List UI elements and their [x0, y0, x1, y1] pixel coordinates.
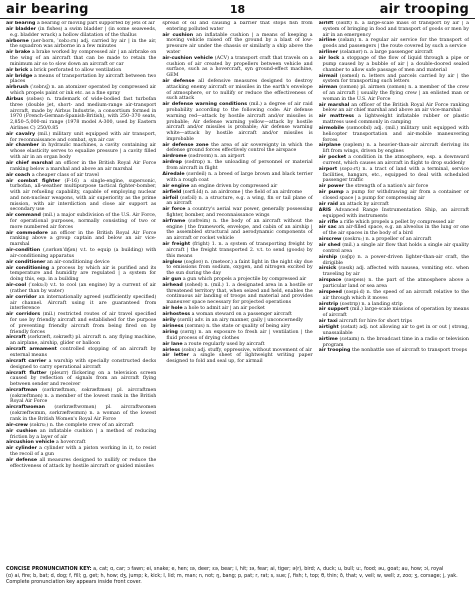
entry-headword: air conditioning	[6, 265, 50, 271]
entry-headword: airplane	[318, 143, 341, 149]
entry-headword: airlift	[318, 21, 334, 26]
entry-definition: (mil.) a major subdivision of the U.S. Air Force, for operational purposes, normally consisting of two or more numbered air forces	[10, 213, 157, 230]
entry-headword: aircraft flutter	[6, 370, 47, 376]
dictionary-entry	[319, 85, 469, 102]
entry-definition: a brick perforated to allow ventilation	[29, 67, 122, 73]
entry-definition: a condition in the atmosphere, esp. a downward current, which causes an aircraft in flight to drop suddenly	[322, 155, 469, 166]
dictionary-entry	[6, 132, 156, 144]
dictionary-entry	[319, 348, 469, 354]
entry-headword: air chief marshal	[6, 160, 53, 166]
dictionary-entry	[162, 330, 312, 342]
entry-headword: air hole	[162, 306, 183, 312]
entry-headword: Airbus	[6, 97, 24, 103]
dictionary-entry	[162, 190, 312, 196]
entry-definition: a route regularly used by aircraft	[184, 341, 265, 347]
entry-definition: a single sheet of lightweight writing paper designed to fold and seal up, for airmail	[166, 353, 313, 365]
entry-headword: airhostess	[162, 312, 191, 318]
dictionary-entry	[162, 283, 312, 306]
entry-definition: (ɛəlɪs) adj. stuffy, oppressive, without movement of air	[181, 347, 312, 353]
dictionary-entry	[319, 126, 469, 143]
dictionary-entry	[162, 143, 312, 155]
entry-headword: airfoil	[162, 195, 179, 201]
dictionary-entry	[162, 324, 312, 330]
entry-definition: a gun which propels a projectile by compressed air	[182, 277, 307, 282]
entry-definition: (ˌɛərkənˈdɪʃən) v.t. to equip (a building) with air-conditioning apparatus	[10, 248, 157, 259]
entry-definition: (ɛəbəs) n. trademark of wide-bodied fast turbofan three (double jet, short- and medium-range air-transport aircraft, made by Airbus Industrie, a consortium formed in 1970 (French-German-Spanish-British), with 250–370 seats, 2,850–5,000-mi range (1978 model A-300, used by Eastern Airlines C) 250/0.85	[10, 97, 157, 131]
dictionary-entry	[6, 231, 156, 248]
entry-definition: a stoppage of the flow of liquid through a pipe or pump caused by a bubble of air | a double-doored sealed chamber to allow safe passage of men and material	[322, 56, 469, 73]
entry-definition: a hovercraft	[56, 440, 86, 446]
dictionary-entry	[319, 319, 469, 325]
entry-headword: airtime	[318, 336, 338, 342]
entry-headword: air taxi	[318, 319, 338, 325]
dictionary-entry	[319, 225, 469, 237]
dictionary-entry	[6, 50, 156, 67]
dictionary-entry	[319, 50, 469, 56]
entry-definition: spread of oil and causing a barrier that stops fish from entering polluted water	[162, 21, 313, 32]
entry-headword: airdrome	[162, 154, 187, 160]
dictionary-entry	[162, 312, 312, 318]
entry-definition: (ɛəhed) n. (mil.) 1. a designated area in a hostile or threatened territory that, when seized and held, enables the continuous air landing of troops and material and provides maneuver space necessary for projected operations	[166, 282, 313, 306]
entry-headword: air-condition	[6, 248, 41, 254]
entry-headword: air corridors	[6, 312, 41, 318]
right-guide-word: air trooping	[379, 2, 469, 17]
entry-columns	[6, 21, 469, 562]
entry-definition: an engine driven by compressed air	[190, 183, 278, 189]
entry-headword: air bridge	[6, 73, 33, 79]
dictionary-entry	[6, 173, 156, 179]
dictionary-entry	[319, 266, 469, 278]
entry-headword: airmail	[318, 73, 338, 79]
entry-definition: (F-16) a single-engine, supersonic, turbofan, all-weather multipurpose tactical fighter-bomber, with air refueling capability, capable of employing nuclear and non-nuclear weapons, with air superiority as the prime mission, with air interdiction and close air support as secondary use	[10, 178, 157, 213]
entry-headword: air cushion	[162, 32, 194, 38]
dictionary-entry	[6, 371, 156, 388]
entry-headword: airliner	[318, 50, 339, 56]
dictionary-entry	[162, 353, 312, 365]
dictionary-entry	[162, 160, 312, 172]
entry-headword: airscrew	[318, 237, 342, 243]
dictionary-entry	[6, 179, 156, 214]
dictionary-entry	[162, 260, 312, 277]
entry-headword: air coach	[6, 172, 31, 178]
entry-headword: aircraft armament	[6, 347, 57, 353]
entry-definition: controlled stopping of an aircraft by external means	[10, 347, 157, 358]
entry-headword: air defense	[162, 79, 195, 85]
entry-headword: airspace	[318, 278, 342, 284]
dictionary-entry	[319, 103, 469, 115]
entry-headword: air trooping	[318, 348, 351, 354]
entry-headword: air brick	[6, 67, 29, 73]
entry-definition: a means of transportation by aircraft between two places	[10, 73, 157, 85]
dictionary-entry	[319, 255, 469, 267]
entry-headword: airman	[318, 85, 338, 91]
entry-definition: a bearing or moving part supported by jets of air	[36, 21, 155, 26]
entry-definition: (ɛəfreim) n. the body of an aircraft without the engine | the framework, envelope, and cabin of an airship | the assembled structural and aerodynamic components of an aircraft or rocket vehicle	[166, 218, 313, 242]
entry-definition: (ɛəʃɪp) n. a power-driven lighter-than-air craft, the dirigible	[322, 254, 469, 266]
dictionary-entry	[6, 161, 156, 173]
entry-headword: air defense warning conditions	[162, 102, 248, 108]
dictionary-entry	[319, 167, 469, 184]
dictionary-entry	[6, 359, 156, 371]
entry-headword: air command	[6, 213, 41, 219]
entry-definition: (fright) 1. n. a system of transporting freight by aircraft | the freight transported 2. v.t. to send (goods) by this means	[166, 242, 313, 259]
dictionary-entry	[6, 266, 156, 283]
dictionary-entry	[319, 278, 469, 290]
entry-headword: aircushion vehicle	[6, 440, 55, 446]
dictionary-entry	[6, 39, 156, 51]
entry-headword: airglow	[162, 259, 183, 265]
dictionary-entry	[162, 196, 312, 208]
entry-headword: airiness	[162, 323, 184, 329]
entry-definition: a woman steward on a passenger aircraft	[191, 312, 292, 318]
dictionary-entry	[319, 290, 469, 302]
entry-headword: air cushion	[6, 428, 37, 434]
entry-headword: air brake	[6, 50, 31, 56]
entry-definition: (ɛəlaɪnər) n. a large passenger aircraft	[339, 50, 433, 56]
entry-headword: air bladder	[6, 26, 37, 32]
entry-definition: (ɛərɪŋ) n. an exposure to fresh air | ventilation | the fluid process of drying clothes	[166, 329, 313, 341]
entry-definition: a hole to admit air | an air pocket	[184, 306, 265, 312]
entry-headword: air cavalry	[6, 131, 36, 137]
entry-headword: airline	[318, 38, 336, 44]
entry-headword: air letter	[162, 353, 189, 359]
entry-definition: a warship with specially constructed decks designed to carry operational aircraft	[10, 358, 157, 370]
entry-definition: a lightweight inflatable rubber or plastic mattress used commonly in camping	[322, 114, 469, 126]
entry-headword: air-crew	[6, 422, 28, 428]
entry-headword: airport	[318, 166, 338, 172]
dictionary-entry	[6, 27, 156, 39]
entry-headword: air commodore	[6, 230, 48, 236]
dictionary-entry	[319, 307, 469, 319]
entry-definition: (ˈɛəbrʌʃ) n. an atomizer operated by compressed air which propels paint or ink etc. as a fine spray	[10, 85, 157, 97]
entry-definition: the strength of a nation's air force	[345, 184, 429, 190]
pronunciation-key-line-1: a, cat; ɑ, car; ɔ fawn; ei, snake; e, hen; ɪə, deer; ɛə, bear; i, hit; ɪə, fear; ai, tiger; ə(r), bird; ʌ, duck; u, bull; uː, food; əu, goat; au, how; ɔi, royal	[93, 566, 444, 572]
entry-definition: (ɛədrɒp) n. the unloading of personnel or material from aircraft in flight	[166, 160, 313, 172]
dictionary-entry	[6, 248, 156, 260]
dictionary-entry	[6, 283, 156, 295]
entry-definition: (ɛəlɪft) n. a large-scale mass of transport by air | a system of bringing in food and transport of goods or men by air in an emergency	[322, 21, 469, 38]
entry-definition: (ɛərkræftmən, ɛəkræftmən) pl. aircraftmen (ɛəkræftmən) n. a member of the lowest rank in the British Royal Air Force	[10, 387, 157, 405]
entry-definition: an officer in the British Royal Air Force ranking below a marshal and above an air marshal	[10, 160, 157, 172]
dictionary-entry	[162, 102, 312, 142]
dictionary-entry	[6, 213, 156, 230]
entry-definition: in hydraulic machines, a cavity containing air whose elasticity serves to equalize pressure | a cavity filled with air in an organ body	[10, 143, 157, 160]
entry-definition: all measures designed to nullify or reduce the effectiveness of attack by hostile aircraft or guided missiles	[10, 458, 157, 469]
dictionary-entry	[6, 74, 156, 86]
entry-definition: (mil.) a single air flow that holds a single air quality control area	[322, 243, 469, 254]
entry-definition: (ɛəlaɪn) n. a regular air service for the transport of goods and passengers | the route covered by such a service	[322, 38, 469, 50]
entry-headword: air freight	[162, 242, 191, 248]
entry-headword: aircraftwoman	[6, 405, 46, 411]
dictionary-entry	[162, 277, 312, 283]
dictionary-entry	[6, 335, 156, 347]
entry-headword: air marshal	[318, 102, 350, 108]
entry-headword: air combat fighter	[6, 178, 61, 184]
entry-headword: air gun	[162, 277, 182, 282]
entry-headword: airborne	[6, 38, 29, 44]
dictionary-entry	[6, 405, 156, 422]
entry-headword: airhead	[162, 282, 183, 288]
entry-headword: air support	[318, 307, 349, 313]
entry-definition: aircraft for hire for short trips	[339, 319, 412, 325]
entry-definition: (ɛəpleɪn) n. a heavier-than-air aircraft deriving its lift from wings, driven by engines	[322, 143, 469, 155]
entry-definition: (ɛərkræftwʊmən) pl. aircraftwomen (ɛəkræftwɪmɪn, ɛərkræftwɪmɪn) n. a woman of the lowest rank in the British Women's Royal Air Force	[10, 405, 157, 422]
entry-headword: air-cool	[6, 283, 27, 289]
entry-definition: (ɛəpɔːrt) n. a tract of land with a terminal, service facilities, hangars, etc., equipped to deal with scheduled passenger traffic	[322, 166, 469, 184]
entry-headword: airspeed	[318, 289, 342, 295]
entry-column-3	[319, 21, 469, 562]
entry-definition: an officer of the British Royal Air Force ranking below an air chief marshal and above an air vice-marshal	[322, 102, 469, 114]
entry-headword: air lane	[162, 341, 183, 347]
entry-definition: (ɛərdeil) n. a breed of large brown and black terrier with a rough coat	[166, 172, 313, 183]
entry-headword: airdrop	[162, 160, 182, 166]
dictionary-entry	[319, 74, 469, 86]
dictionary-entry	[6, 85, 156, 97]
entry-definition: (ɛəfɔil) n. a structure, e.g. a wing, fin or tail plane of an aircraft	[166, 195, 313, 207]
entry-definition: a process by which air is purified and its temperature and humidity are regulated | a system for doing this, esp. in a building	[10, 265, 157, 283]
dictionary-entry	[319, 208, 469, 220]
entry-definition: (ɛərfiːld) n. an airdrome | the field of an airdrome	[182, 189, 303, 195]
entry-definition: (ɛəskruː) n. a propeller of an aircraft	[342, 237, 432, 243]
entry-headword: airing	[162, 329, 178, 335]
entry-headword: airbrush	[6, 85, 29, 91]
entry-definition: (ACV) a transport craft that travels on a cushion of air created by propellers between vehicle and surface, such as a hovercraft, syn ground-effect machine, GEM	[166, 55, 313, 79]
entry-headword: air chamber	[6, 143, 39, 149]
dictionary-entry	[162, 21, 312, 33]
dictionary-entry	[162, 306, 312, 312]
dictionary-entry	[319, 237, 469, 243]
entry-definition: (ɛərɪli) adv. in an airy manner, gaily | unconcernedly	[177, 318, 303, 323]
entry-definition: (ɛəkruː) n. the complete crew of an aircraft	[29, 422, 134, 428]
entry-headword: air engine	[162, 183, 190, 189]
dictionary-entry	[162, 184, 312, 190]
entry-headword: airless	[162, 347, 181, 353]
entry-headword: airframe	[162, 218, 186, 224]
entry-headword: air-cushion vehicle	[162, 55, 213, 61]
dictionary-entry	[319, 325, 469, 337]
dictionary-entry	[162, 56, 312, 79]
entry-definition: (ɛətaɪm) n. the broadcast time in a radio or television program	[322, 336, 469, 348]
entry-headword: airtight	[318, 325, 339, 331]
entry-definition: (ɛətaɪt) adj. not allowing air to get in or out | strong, unassailable	[322, 325, 469, 336]
entry-definition: an internationally agreed (sufficiently specified) air channel. Aircraft using it are guaranteed from interference	[10, 294, 157, 312]
entry-headword: aircraftman	[6, 387, 38, 393]
dictionary-entry	[6, 97, 156, 132]
page-header	[0, 0, 475, 19]
dictionary-entry	[319, 38, 469, 50]
pronunciation-key-title: CONCISE PRONUNCIATION KEY:	[6, 566, 92, 572]
entry-definition: (ɛəmeɪl) n. letters and parcels carried by air | the system for transporting such letters	[322, 73, 469, 85]
dictionary-entry	[162, 207, 312, 219]
entry-definition: all defensive measures designed to destroy attacking enemy aircraft or missiles in the earth's envelope of atmosphere, or to nullify or reduce the effectiveness of such attack	[166, 79, 313, 102]
dictionary-entry	[6, 21, 156, 27]
entry-headword: air cylinder	[6, 446, 37, 452]
entry-definition: a brake worked by compressed air | an airbrake on the wing of an aircraft that can be made to retain the minimum air so to slow down an aircraft or car	[10, 50, 157, 67]
entry-headword: airstrip	[318, 301, 339, 307]
dictionary-entry	[319, 114, 469, 126]
dictionary-entry	[6, 429, 156, 441]
entry-definition: a pump for withdrawing air from a container or closed space | a pump for compressing air	[322, 190, 469, 201]
entry-definition: (mil.) restricted routes of air travel specified for use by friendly aircraft and established for the purpose of preventing friendly aircraft from being fired on by friendly forces	[10, 312, 157, 335]
dictionary-entry	[6, 295, 156, 312]
dictionary-entry	[162, 219, 312, 242]
entry-definition: (ɛədroʊm) n. an airport	[188, 154, 245, 160]
entry-definition: (ɛəstrɪp) n. a landing strip	[339, 301, 403, 307]
dictionary-entry	[6, 143, 156, 160]
entry-definition: (mil.) military unit equipped with air transport, for reconnaissance and combat, syn air cav	[10, 131, 157, 143]
entry-headword: air mattress	[318, 114, 354, 120]
dictionary-entry	[6, 312, 156, 335]
dictionary-entry	[162, 318, 312, 324]
entry-definition: (aer·born, ˈɛəbɔːrn) adj. carried by air | in the air, the squadron was airborne in a few minutes	[10, 38, 157, 50]
entry-definition: a rifle which propels a pellet by compressed air	[339, 219, 455, 225]
entry-headword: airsick	[318, 266, 337, 272]
dictionary-entry	[319, 56, 469, 73]
dictionary-entry	[162, 172, 312, 184]
entry-headword: air lock	[318, 56, 340, 62]
entry-definition: (ɛəsɪk) adj. affected with nausea, vomiting etc. when traveling by air	[322, 266, 469, 278]
entry-column-2	[162, 21, 312, 562]
entry-headword: Airedale	[162, 172, 185, 177]
entry-headword: air defense	[6, 458, 38, 464]
entry-headword: air bearing	[6, 21, 36, 26]
entry-definition: (ɛəmən) pl. airmen (ɛəmən) n. a member of the crew of an aircraft | usually the flying crew | an enlisted man or woman in the U.S. Air Force	[322, 85, 469, 102]
entry-definition: a country's aerial war power, generally possessing fighter, bomber, and reconnaissance wings	[166, 207, 313, 218]
entry-definition: Advanced Range Instrumentation Ship, an aircraft equipped with instruments	[322, 207, 469, 219]
dictionary-entry	[6, 260, 156, 266]
entry-definition: (ɛəspeɪs) n. the part of the atmosphere above a particular land or sea area	[322, 278, 469, 289]
entry-headword: air sac	[318, 225, 337, 231]
entry-definition: a cheaper class of air travel	[31, 172, 99, 178]
entry-definition: (ɛəspiːd) n. the speed of an aircraft relative to the air through which it moves	[322, 289, 469, 301]
entry-definition: (mil.) large-scale missions of operation by means of aircraft	[322, 307, 469, 319]
entry-headword: aircraft	[6, 335, 26, 341]
entry-headword: airfield	[162, 189, 182, 195]
dictionary-entry	[319, 21, 469, 38]
entry-definition: (ˈɛəkuːl) v.t. to cool (an engine) by a current of air (rather than by water)	[10, 283, 157, 294]
entry-column-1	[6, 21, 156, 562]
entry-headword: aircraft carrier	[6, 358, 47, 364]
dictionary-entry	[162, 342, 312, 348]
entry-definition: the nonbattle use of aircraft to transport troops	[351, 348, 468, 354]
entry-headword: air raid	[318, 201, 339, 207]
entry-definition: (in fishes) a swim bladder | (in some seaweeds, e.g. bladder wrack) a hollow dilatation of the thallus	[10, 26, 157, 38]
entry-definition: an air-filled space, e.g. an alveolus in the lung or one of the air spaces in the body of a bird	[322, 225, 469, 237]
dictionary-entry	[6, 446, 156, 458]
left-guide-word: air bearing	[6, 2, 89, 17]
entry-definition: (ɛəmoʊbɪl) adj. (mil.) military unit equipped with helicopter transportation and air-mobile maneuvering forces	[322, 126, 469, 143]
entry-headword: air force	[162, 207, 186, 213]
entry-definition: an attack by aircraft	[339, 201, 389, 207]
dictionary-entry	[319, 337, 469, 349]
entry-headword: air pump	[318, 190, 344, 196]
pronunciation-key	[6, 566, 469, 586]
entry-headword: air power	[318, 184, 345, 190]
entry-definition: a cylinder with a piston working in it, to resist the recoil of a gun	[10, 446, 157, 458]
entry-definition: an air-conditioning device	[46, 259, 110, 265]
dictionary-entry	[319, 143, 469, 155]
entry-definition: (mil.) a degree of air raid probability according to the following code: Air defense warning red—attack by hostile aircraft and/or missiles is probable; Air defense warning yellow—attack by hostile aircraft and/or missiles is probable; Air defense warning white—attack by hostile aircraft and/or missiles is improbable	[166, 102, 313, 142]
entry-definition: an inflatable cushion | a means of keeping a moving vehicle raised off the ground by a blast of low-pressure air under the chassis or similarly a ship above the water	[166, 32, 313, 55]
dictionary-entry	[6, 423, 156, 429]
entry-definition: an inflatable cushion | a method of reducing friction by a layer of air	[10, 428, 157, 440]
dictionary-entry	[319, 202, 469, 208]
entry-headword: air corridor	[6, 294, 37, 300]
entry-headword: ARIS	[318, 207, 332, 213]
entry-headword: airmobile	[318, 126, 344, 131]
entry-definition: (ɛəgloʊ) n. (meteor.) a faint light in the night sky due to emissions from sodium, oxygen, and nitrogen excited by the sun during the day	[166, 259, 313, 277]
entry-headword: airily	[162, 318, 176, 323]
pronunciation-key-line-2: (ɑ) ai, fire; b, bat; d, dog; f, fill; g, get; h, how; dʒ, jump; k, kick; l, lid; m, man; n, not; ŋ, bang; p, pat; r, rat; s, sue; ʃ, fish; t, top; θ, thin; ð, that; v, veil; w, well; z, zoo; ʒ, corsage; j, yak. Complete pronunciation key appears inside front cover.	[6, 572, 458, 586]
page-number: 18	[229, 3, 246, 16]
dictionary-entry	[319, 155, 469, 167]
entry-headword: air conditioner	[6, 259, 46, 265]
dictionary-entry	[6, 347, 156, 359]
dictionary-entry	[319, 190, 469, 202]
dictionary-entry	[6, 388, 156, 405]
entry-headword: air rifle	[318, 219, 339, 225]
dictionary-entry	[6, 458, 156, 470]
entry-definition: (ɛərkræft, ɛəkræft) pl. aircraft n. any flying machine, an airplane, airship, glider or balloon	[10, 335, 157, 347]
entry-definition: (pleurr) flickering on a television screen caused by reflection of signals from an aircraft flying between sender and receiver	[10, 370, 157, 387]
entry-definition: (ɛərɪnɪs) n. the state or quality of being airy	[184, 323, 291, 329]
dictionary-entry	[162, 242, 312, 259]
dictionary-entry	[6, 68, 156, 74]
entry-headword: air pocket	[318, 155, 347, 161]
dictionary-entry	[319, 243, 469, 255]
entry-definition: the area of air sovereignty in which the defense ground forces effectively control the airspace	[166, 142, 313, 154]
entry-headword: air defense zone	[162, 142, 209, 148]
entry-headword: airship	[318, 254, 338, 260]
entry-definition: an officer in the British Royal Air Force ranking above a group captain and below an air vice-marshal	[10, 230, 157, 248]
entry-headword: air shed	[318, 243, 341, 249]
dictionary-entry	[162, 33, 312, 56]
dictionary-entry	[162, 79, 312, 102]
